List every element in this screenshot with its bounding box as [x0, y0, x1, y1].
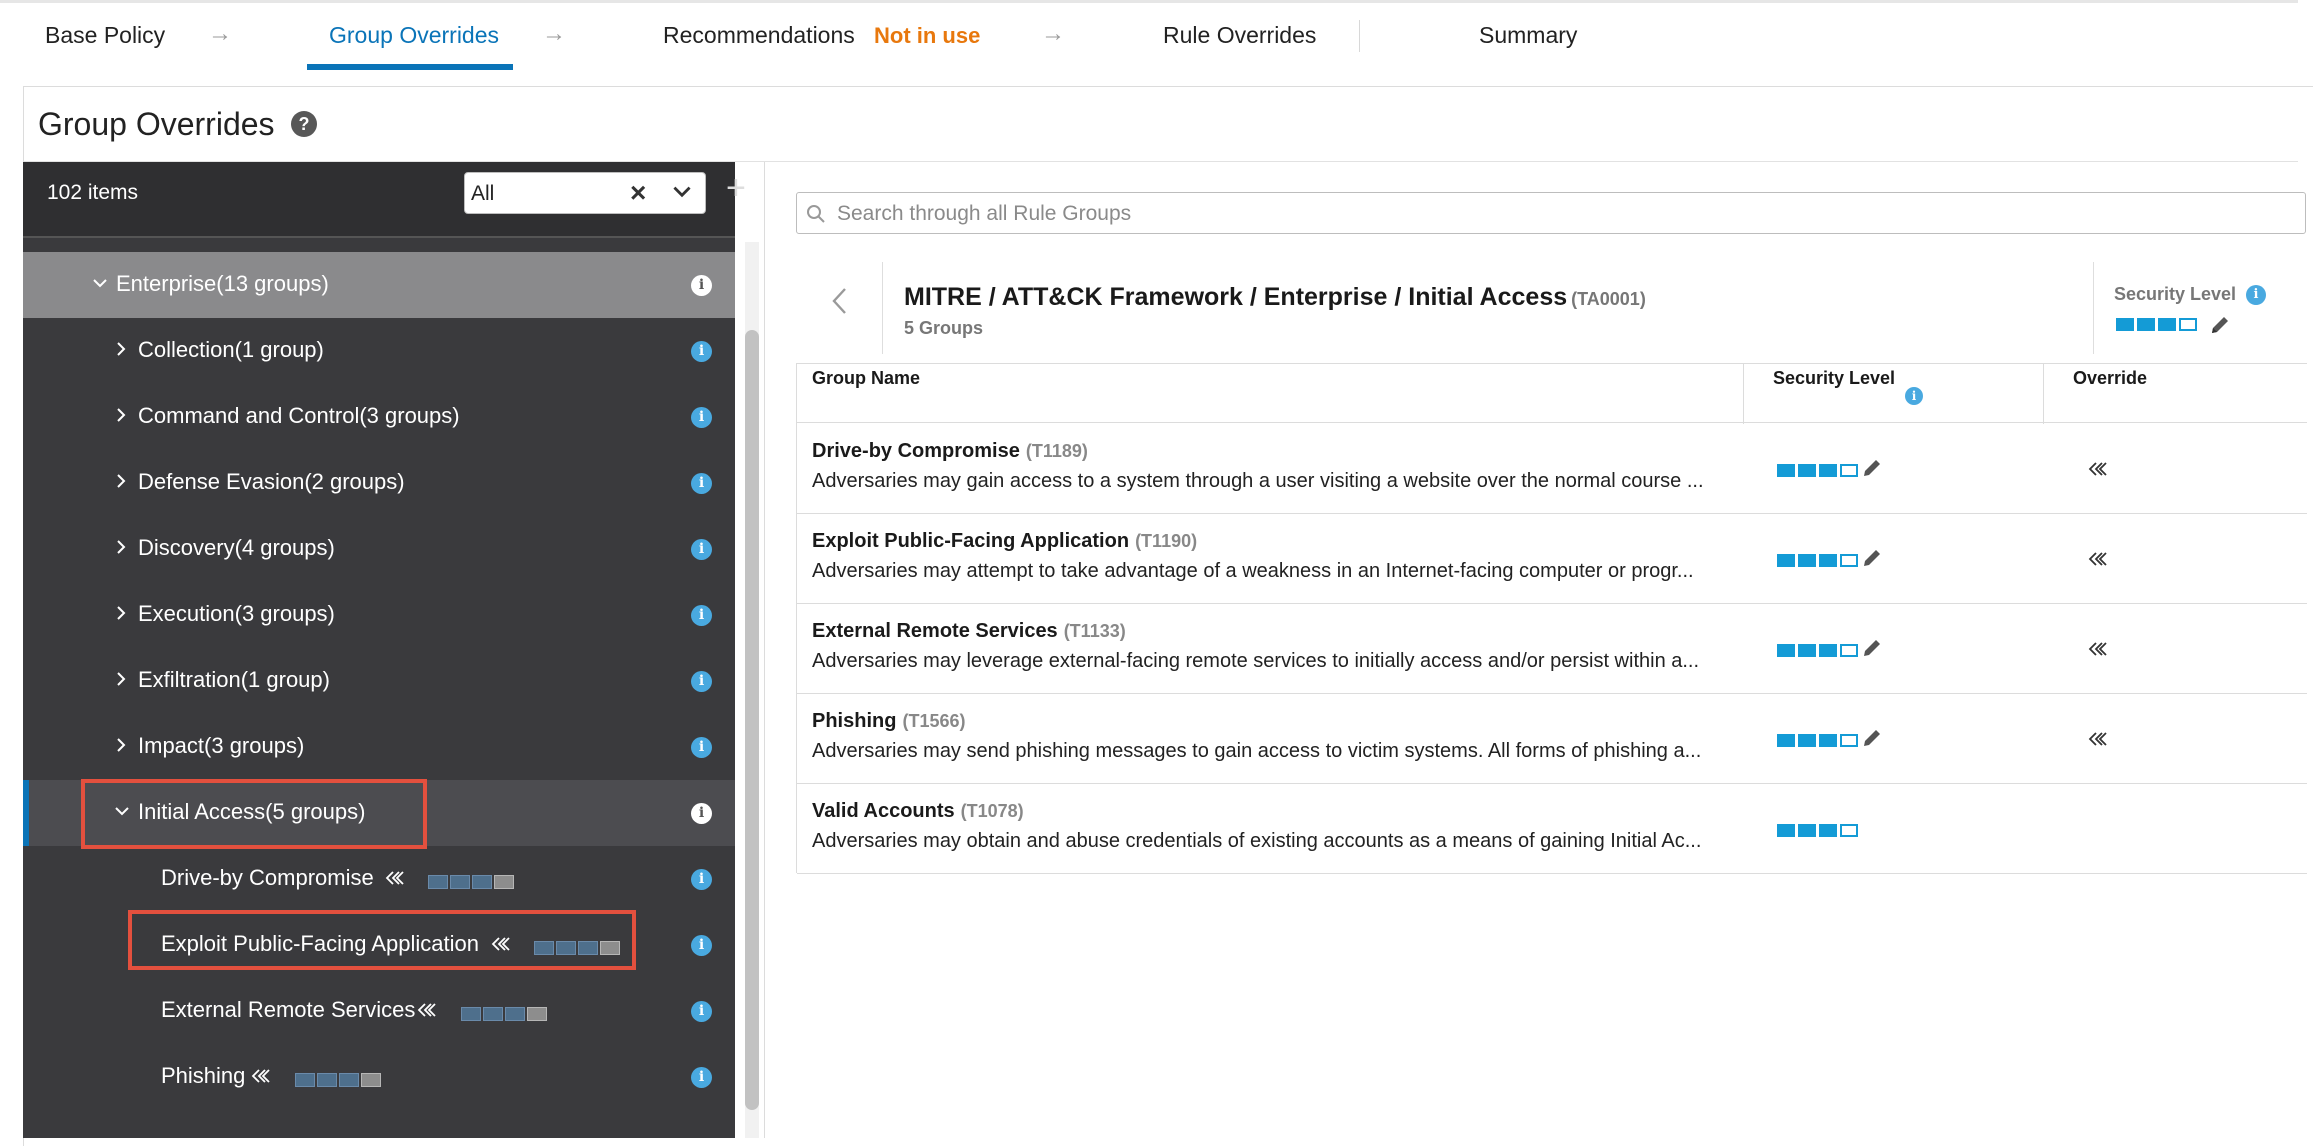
- override-icon[interactable]: [416, 999, 438, 1021]
- column-divider: [2043, 364, 2044, 424]
- info-icon[interactable]: i: [691, 671, 712, 692]
- info-icon[interactable]: i: [691, 473, 712, 494]
- column-group-name[interactable]: Group Name: [812, 368, 921, 388]
- override-icon[interactable]: [2087, 458, 2109, 480]
- override-icon[interactable]: [2087, 728, 2109, 750]
- help-icon[interactable]: ?: [291, 111, 317, 137]
- info-icon[interactable]: i: [691, 803, 712, 824]
- tree-item-command-and-control[interactable]: [23, 384, 735, 450]
- override-icon[interactable]: [2087, 548, 2109, 570]
- tree-item-collection[interactable]: [23, 318, 735, 384]
- security-level-indicator: [2116, 318, 2197, 331]
- tree-item-label: Discovery(4 groups): [138, 535, 335, 560]
- group-tree-panel: [23, 162, 746, 1138]
- chevron-right-icon[interactable]: [112, 340, 130, 358]
- tree-header-divider: [23, 236, 735, 238]
- tree-header: [23, 162, 746, 236]
- chevron-right-icon[interactable]: [112, 604, 130, 622]
- tree-item-enterprise[interactable]: [23, 252, 735, 318]
- info-icon[interactable]: i: [691, 1067, 712, 1088]
- group-description: Adversaries may attempt to take advantage of a weakness in an Internet-facing computer or progr...: [812, 560, 1694, 582]
- wizard-nav: [0, 0, 2298, 70]
- info-icon[interactable]: i: [691, 737, 712, 758]
- group-name-text: External Remote Services: [812, 620, 1058, 642]
- tree-item-external-remote-services[interactable]: [23, 978, 735, 1044]
- tree-item-label: Impact(3 groups): [138, 733, 305, 758]
- info-icon[interactable]: i: [691, 275, 712, 296]
- group-name-text: Phishing: [812, 710, 897, 732]
- info-icon[interactable]: i: [2246, 285, 2266, 305]
- group-name-text: Exploit Public-Facing Application: [812, 530, 1130, 552]
- tactic-id: (TA0001): [1571, 289, 1646, 309]
- security-level-indicator: [1777, 734, 1858, 747]
- filter-value: All: [471, 182, 495, 205]
- override-icon[interactable]: [384, 867, 406, 889]
- group-id: (T1566): [902, 711, 966, 731]
- header-divider: [2093, 262, 2094, 354]
- security-level-indicator: [1777, 554, 1858, 567]
- group-description: Adversaries may leverage external-facing remote services to initially access and/or persist within a...: [812, 650, 1700, 672]
- group-id: (T1189): [1025, 441, 1088, 461]
- step-base-policy[interactable]: Base Policy: [45, 22, 166, 48]
- chevron-down-icon[interactable]: [669, 179, 695, 205]
- security-level-indicator: [1777, 464, 1858, 477]
- table-row[interactable]: [797, 784, 2307, 874]
- table-row[interactable]: [797, 424, 2307, 514]
- tree-item-label: Exploit Public-Facing Application: [161, 931, 479, 956]
- back-chevron-icon[interactable]: [826, 284, 854, 318]
- page-title: Group Overrides: [38, 106, 275, 142]
- tree-item-label: Initial Access(5 groups): [138, 799, 366, 824]
- breadcrumb-path: MITRE / ATT&CK Framework / Enterprise / Initial Access: [904, 283, 1568, 311]
- column-override[interactable]: Override: [2073, 368, 2148, 388]
- tree-item-impact[interactable]: [23, 714, 735, 780]
- step-arrow-icon: →: [542, 20, 566, 47]
- tree-item-label: Exfiltration(1 group): [138, 667, 330, 692]
- table-row[interactable]: [797, 604, 2307, 694]
- security-level-label: Security Level: [2114, 284, 2237, 304]
- override-icon[interactable]: [2087, 638, 2109, 660]
- pencil-icon[interactable]: [1860, 726, 1884, 750]
- pencil-icon[interactable]: [1860, 546, 1884, 570]
- search-input[interactable]: [837, 200, 2237, 228]
- group-id: (T1078): [960, 801, 1024, 821]
- group-name-text: Valid Accounts: [812, 800, 955, 822]
- step-arrow-icon: →: [208, 20, 232, 47]
- step-rule-overrides[interactable]: Rule Overrides: [1163, 22, 1317, 48]
- tree-item-drive-by-compromise[interactable]: [23, 846, 735, 912]
- chevron-right-icon[interactable]: [112, 736, 130, 754]
- highlight-box: [128, 910, 636, 970]
- breadcrumb: [904, 283, 1646, 312]
- tree-item-label: Phishing: [161, 1063, 246, 1088]
- filter-select[interactable]: [464, 172, 706, 214]
- security-level-indicator: [461, 1007, 547, 1021]
- tree-item-label: Command and Control(3 groups): [138, 403, 460, 428]
- active-step-underline: [307, 64, 513, 70]
- step-summary[interactable]: Summary: [1479, 22, 1578, 48]
- pencil-icon[interactable]: [2208, 313, 2232, 337]
- tree-item-label: Defense Evasion(2 groups): [138, 469, 405, 494]
- column-security-level[interactable]: Security Level: [1773, 368, 1896, 388]
- chevron-right-icon[interactable]: [112, 670, 130, 688]
- group-name: [812, 620, 1126, 643]
- step-recommendations[interactable]: Recommendations: [663, 22, 855, 48]
- group-description: Adversaries may obtain and abuse credentials of existing accounts as a means of gaining Initial Ac...: [812, 830, 1702, 852]
- step-divider: [1359, 20, 1360, 52]
- group-name-text: Drive-by Compromise: [812, 440, 1020, 462]
- chevron-right-icon[interactable]: [112, 472, 130, 490]
- security-level-indicator: [1777, 824, 1858, 837]
- scrollbar-thumb[interactable]: [745, 330, 759, 1110]
- group-description: Adversaries may send phishing messages to gain access to victim systems. All forms of phishing a...: [812, 740, 1702, 762]
- search-box[interactable]: [796, 192, 2306, 234]
- security-level-indicator: [428, 875, 514, 889]
- info-icon[interactable]: i: [691, 407, 712, 428]
- info-icon[interactable]: i: [691, 869, 712, 890]
- pencil-icon[interactable]: [1860, 456, 1884, 480]
- highlight-box: [81, 779, 427, 849]
- table-row[interactable]: [797, 514, 2307, 604]
- group-name: [812, 530, 1197, 553]
- tree-item-phishing[interactable]: [23, 1044, 735, 1110]
- group-id: (T1133): [1063, 621, 1126, 641]
- info-icon[interactable]: i: [691, 935, 712, 956]
- tree-item-label: External Remote Services: [161, 997, 416, 1022]
- not-in-use-badge: Not in use: [874, 23, 981, 48]
- header-divider: [882, 262, 883, 354]
- chevron-down-icon[interactable]: [91, 274, 109, 292]
- search-icon: [805, 203, 827, 225]
- add-icon[interactable]: +: [726, 169, 746, 207]
- selection-indicator: [23, 780, 29, 846]
- tree-item-exfiltration[interactable]: [23, 648, 735, 714]
- group-name: [812, 800, 1024, 823]
- security-level-indicator: [295, 1073, 381, 1087]
- info-icon[interactable]: i: [1905, 387, 1923, 405]
- column-divider: [1743, 364, 1744, 424]
- tree-item-discovery[interactable]: [23, 516, 735, 582]
- chevron-right-icon[interactable]: [112, 406, 130, 424]
- info-icon[interactable]: i: [691, 539, 712, 560]
- tree-item-defense-evasion[interactable]: [23, 450, 735, 516]
- group-count: 5 Groups: [904, 318, 984, 338]
- step-group-overrides[interactable]: Group Overrides: [329, 22, 500, 48]
- step-arrow-icon: →: [1041, 20, 1065, 47]
- chevron-right-icon[interactable]: [112, 538, 130, 556]
- group-description: Adversaries may gain access to a system through a user visiting a website over the normal course ...: [812, 470, 1704, 492]
- item-count: 102 items: [47, 181, 139, 204]
- group-id: (T1190): [1135, 531, 1198, 551]
- table-row[interactable]: [797, 694, 2307, 784]
- groups-table: [796, 363, 2306, 873]
- tree-item-execution[interactable]: [23, 582, 735, 648]
- group-name: [812, 440, 1088, 463]
- security-level-indicator: [1777, 644, 1858, 657]
- tree-item-label: Execution(3 groups): [138, 601, 335, 626]
- tree-item-label: Drive-by Compromise: [161, 865, 374, 890]
- panel-divider: [764, 162, 765, 1138]
- tree-item-label: Enterprise(13 groups): [116, 271, 329, 296]
- tree-item-label: Collection(1 group): [138, 337, 324, 362]
- clear-filter-icon[interactable]: ×: [630, 177, 647, 208]
- pencil-icon[interactable]: [1860, 636, 1884, 660]
- info-icon[interactable]: i: [691, 1001, 712, 1022]
- override-icon[interactable]: [250, 1065, 272, 1087]
- info-icon[interactable]: i: [691, 341, 712, 362]
- group-name: [812, 710, 965, 733]
- table-header: [797, 363, 2307, 423]
- info-icon[interactable]: i: [691, 605, 712, 626]
